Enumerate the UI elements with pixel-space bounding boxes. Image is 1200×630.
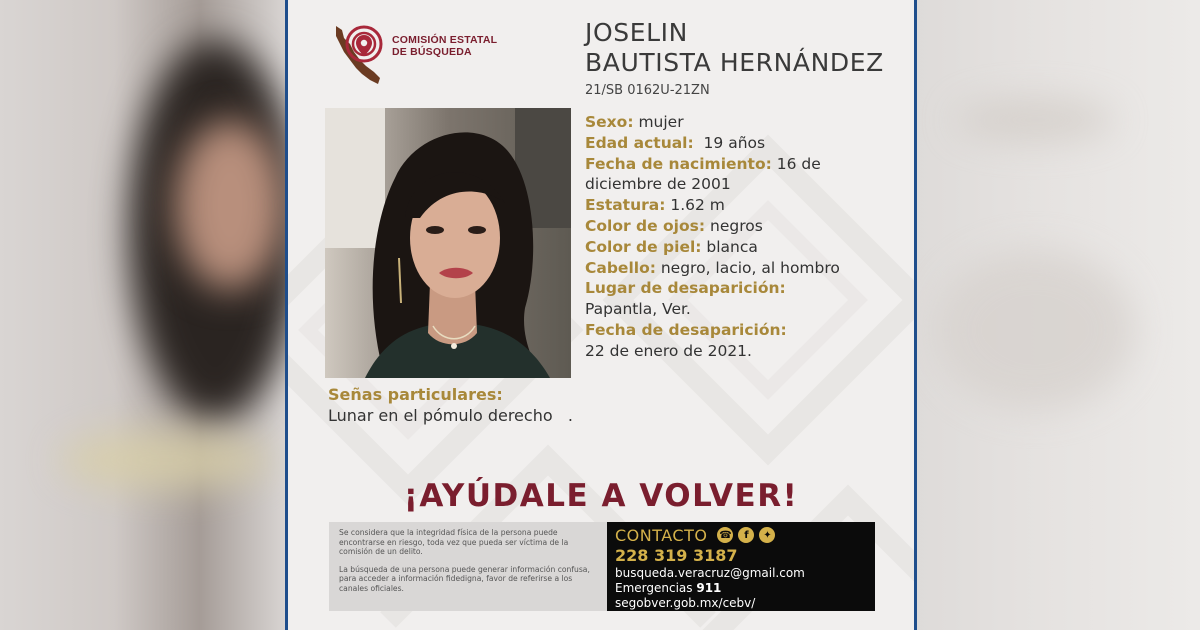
- distinguishing-marks-value: Lunar en el pómulo derecho .: [328, 406, 573, 425]
- phone-icon[interactable]: ☎: [717, 527, 733, 543]
- emergency-number[interactable]: 911: [696, 581, 722, 595]
- detail-label: Edad actual:: [585, 133, 694, 152]
- emergency-label: Emergencias: [615, 581, 697, 595]
- detail-row: [585, 216, 915, 237]
- missing-person-poster: [285, 0, 917, 630]
- detail-label: Color de piel:: [585, 237, 702, 256]
- disclaimer-box: [329, 522, 607, 611]
- detail-label: Fecha de desaparición:: [585, 320, 787, 339]
- emergency-line: [615, 581, 867, 596]
- detail-label: Sexo:: [585, 113, 634, 131]
- twitter-icon[interactable]: ✦: [759, 527, 775, 543]
- person-photo: [325, 108, 571, 378]
- detail-value: 16 de: [771, 154, 821, 173]
- contact-website[interactable]: segobver.gob.mx/cebv/: [615, 596, 756, 610]
- detail-label: Estatura:: [585, 196, 666, 215]
- person-first-name: JOSELIN: [585, 18, 688, 47]
- veracruz-location-logo-icon: [330, 22, 390, 86]
- facebook-icon[interactable]: f: [738, 527, 754, 543]
- contact-email[interactable]: busqueda.veracruz@gmail.com: [615, 566, 805, 580]
- distinguishing-marks-label: Señas particulares:: [328, 385, 503, 404]
- detail-value: negros: [705, 216, 763, 235]
- blurred-background-right: [915, 0, 1200, 630]
- blurred-background-left: [0, 0, 285, 630]
- detail-row: [585, 154, 915, 175]
- detail-label: Lugar de desaparición:: [585, 279, 786, 298]
- detail-value: negro, lacio, al hombro: [655, 258, 840, 277]
- person-last-names: BAUTISTA HERNÁNDEZ: [585, 48, 884, 77]
- disclaimer-paragraph-1: Se considera que la integridad física de la persona puede encontrarse en riesgo, toda vez que pueda ser víctima de la comisión de un delito.: [339, 528, 569, 556]
- detail-value: 22 de enero de 2021.: [585, 341, 752, 360]
- detail-label: Fecha de nacimiento:: [585, 154, 772, 173]
- detail-row: [585, 112, 915, 133]
- detail-value: Papantla, Ver.: [585, 300, 691, 319]
- detail-label: Color de ojos:: [585, 216, 706, 235]
- detail-row: [585, 258, 915, 279]
- contact-header: [615, 524, 867, 546]
- person-details: [585, 112, 915, 362]
- detail-row: [585, 341, 915, 362]
- contact-phone[interactable]: 228 319 3187: [615, 546, 738, 565]
- detail-row: [585, 320, 915, 341]
- detail-value: mujer: [633, 113, 684, 131]
- contact-title: CONTACTO: [615, 525, 708, 545]
- detail-row: [585, 278, 915, 299]
- detail-value: 1.62 m: [665, 196, 725, 215]
- organization-name-line1: COMISIÓN ESTATAL: [392, 34, 498, 46]
- detail-label: Cabello:: [585, 258, 656, 277]
- disclaimer-paragraph-2: La búsqueda de una persona puede generar información confusa, para acceder a información fidedigna, favor de referirse a los canales oficiales.: [339, 564, 590, 593]
- call-to-action: ¡AYÚDALE A VOLVER!: [403, 478, 799, 514]
- detail-row: [585, 174, 915, 195]
- detail-value: diciembre de 2001: [585, 175, 731, 194]
- organization-name-line2: DE BÚSQUEDA: [392, 46, 472, 58]
- detail-value: 19 años: [693, 133, 766, 152]
- detail-row: [585, 133, 915, 154]
- detail-row: [585, 299, 915, 320]
- organization-name: [392, 34, 532, 58]
- contact-box: [607, 522, 875, 611]
- detail-row: [585, 237, 915, 258]
- detail-value: blanca: [701, 237, 758, 256]
- case-id: 21/SB 0162U-21ZN: [585, 83, 710, 98]
- detail-row: [585, 195, 915, 216]
